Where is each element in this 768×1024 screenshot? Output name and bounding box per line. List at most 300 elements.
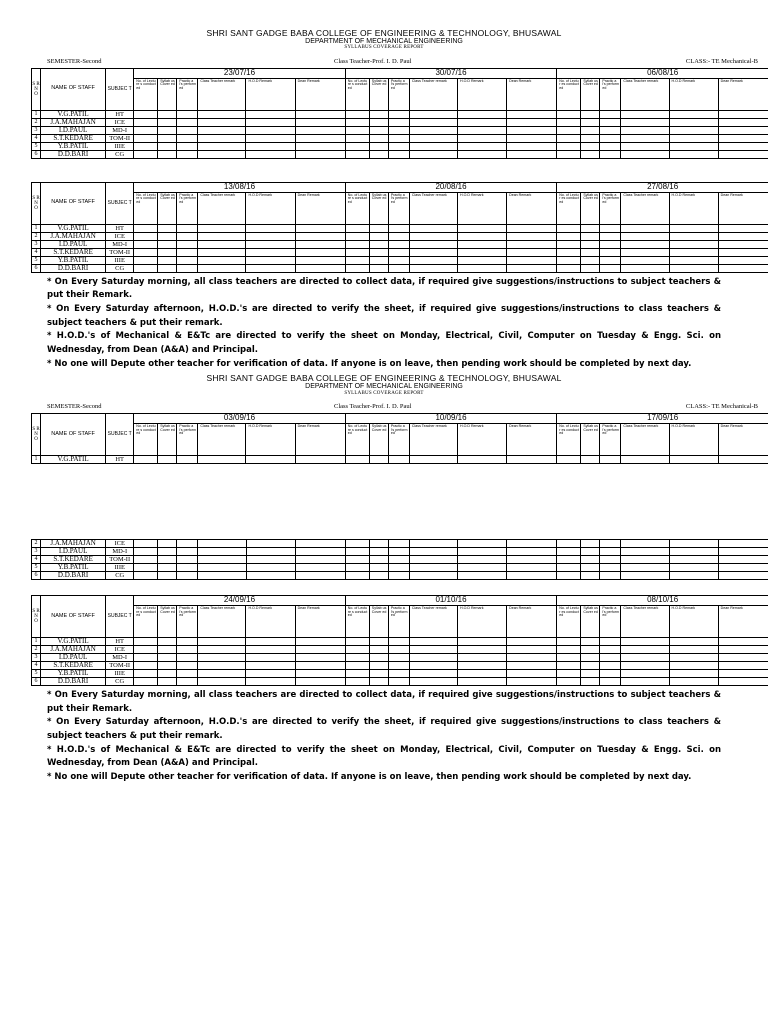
entry-cell[interactable] [458, 571, 507, 579]
entry-cell[interactable] [507, 142, 557, 150]
entry-cell[interactable] [718, 248, 768, 256]
entry-cell[interactable] [557, 455, 581, 463]
entry-cell[interactable] [409, 637, 457, 645]
entry-cell[interactable] [718, 645, 768, 653]
entry-cell[interactable] [158, 547, 177, 555]
entry-cell[interactable] [295, 232, 345, 240]
entry-cell[interactable] [557, 232, 581, 240]
entry-cell[interactable] [177, 142, 198, 150]
entry-cell[interactable] [718, 539, 768, 547]
entry-cell[interactable] [246, 677, 295, 685]
entry-cell[interactable] [507, 547, 557, 555]
entry-cell[interactable] [458, 547, 507, 555]
entry-cell[interactable] [621, 232, 669, 240]
entry-cell[interactable] [388, 264, 409, 272]
entry-cell[interactable] [507, 118, 557, 126]
entry-cell[interactable] [134, 571, 158, 579]
entry-cell[interactable] [158, 110, 177, 118]
entry-cell[interactable] [369, 110, 388, 118]
entry-cell[interactable] [134, 653, 158, 661]
entry-cell[interactable] [458, 563, 507, 571]
entry-cell[interactable] [134, 118, 158, 126]
entry-cell[interactable] [718, 256, 768, 264]
entry-cell[interactable] [409, 248, 457, 256]
entry-cell[interactable] [669, 248, 718, 256]
entry-cell[interactable] [557, 645, 581, 653]
entry-cell[interactable] [621, 256, 669, 264]
entry-cell[interactable] [557, 118, 581, 126]
entry-cell[interactable] [158, 150, 177, 158]
entry-cell[interactable] [581, 547, 600, 555]
entry-cell[interactable] [388, 256, 409, 264]
entry-cell[interactable] [246, 256, 295, 264]
entry-cell[interactable] [369, 264, 388, 272]
entry-cell[interactable] [246, 142, 295, 150]
entry-cell[interactable] [557, 571, 581, 579]
entry-cell[interactable] [507, 571, 557, 579]
entry-cell[interactable] [581, 118, 600, 126]
entry-cell[interactable] [198, 637, 246, 645]
entry-cell[interactable] [557, 547, 581, 555]
entry-cell[interactable] [246, 118, 295, 126]
entry-cell[interactable] [718, 224, 768, 232]
entry-cell[interactable] [409, 232, 457, 240]
entry-cell[interactable] [388, 555, 409, 563]
entry-cell[interactable] [388, 240, 409, 248]
entry-cell[interactable] [581, 653, 600, 661]
entry-cell[interactable] [669, 563, 718, 571]
entry-cell[interactable] [581, 645, 600, 653]
entry-cell[interactable] [557, 264, 581, 272]
entry-cell[interactable] [621, 142, 669, 150]
entry-cell[interactable] [369, 256, 388, 264]
entry-cell[interactable] [388, 232, 409, 240]
entry-cell[interactable] [621, 240, 669, 248]
entry-cell[interactable] [669, 142, 718, 150]
entry-cell[interactable] [621, 134, 669, 142]
entry-cell[interactable] [600, 539, 621, 547]
entry-cell[interactable] [134, 455, 158, 463]
entry-cell[interactable] [409, 110, 457, 118]
entry-cell[interactable] [134, 142, 158, 150]
entry-cell[interactable] [557, 142, 581, 150]
entry-cell[interactable] [177, 150, 198, 158]
entry-cell[interactable] [718, 637, 768, 645]
entry-cell[interactable] [557, 563, 581, 571]
entry-cell[interactable] [388, 224, 409, 232]
entry-cell[interactable] [409, 150, 457, 158]
entry-cell[interactable] [457, 134, 506, 142]
entry-cell[interactable] [158, 248, 177, 256]
entry-cell[interactable] [369, 669, 388, 677]
entry-cell[interactable] [457, 240, 506, 248]
entry-cell[interactable] [507, 256, 557, 264]
entry-cell[interactable] [557, 126, 581, 134]
entry-cell[interactable] [388, 563, 409, 571]
entry-cell[interactable] [369, 637, 388, 645]
entry-cell[interactable] [600, 661, 621, 669]
entry-cell[interactable] [600, 126, 621, 134]
entry-cell[interactable] [507, 232, 557, 240]
entry-cell[interactable] [198, 240, 246, 248]
entry-cell[interactable] [507, 134, 557, 142]
entry-cell[interactable] [718, 653, 768, 661]
entry-cell[interactable] [369, 645, 388, 653]
entry-cell[interactable] [369, 661, 388, 669]
entry-cell[interactable] [198, 134, 246, 142]
entry-cell[interactable] [557, 555, 581, 563]
entry-cell[interactable] [246, 555, 295, 563]
entry-cell[interactable] [409, 134, 457, 142]
entry-cell[interactable] [669, 224, 718, 232]
entry-cell[interactable] [345, 240, 369, 248]
entry-cell[interactable] [581, 571, 600, 579]
entry-cell[interactable] [246, 539, 295, 547]
entry-cell[interactable] [177, 669, 198, 677]
entry-cell[interactable] [134, 677, 158, 685]
entry-cell[interactable] [718, 571, 768, 579]
entry-cell[interactable] [600, 240, 621, 248]
entry-cell[interactable] [457, 142, 506, 150]
entry-cell[interactable] [345, 637, 369, 645]
entry-cell[interactable] [669, 555, 718, 563]
entry-cell[interactable] [177, 563, 198, 571]
entry-cell[interactable] [507, 455, 557, 463]
entry-cell[interactable] [177, 637, 198, 645]
entry-cell[interactable] [600, 224, 621, 232]
entry-cell[interactable] [507, 653, 557, 661]
entry-cell[interactable] [295, 571, 345, 579]
entry-cell[interactable] [177, 645, 198, 653]
entry-cell[interactable] [457, 653, 506, 661]
entry-cell[interactable] [158, 563, 177, 571]
entry-cell[interactable] [369, 547, 388, 555]
entry-cell[interactable] [581, 637, 600, 645]
entry-cell[interactable] [600, 669, 621, 677]
entry-cell[interactable] [621, 661, 669, 669]
entry-cell[interactable] [388, 248, 409, 256]
entry-cell[interactable] [388, 571, 409, 579]
entry-cell[interactable] [295, 677, 345, 685]
entry-cell[interactable] [369, 539, 388, 547]
entry-cell[interactable] [369, 455, 388, 463]
entry-cell[interactable] [369, 240, 388, 248]
entry-cell[interactable] [409, 661, 457, 669]
entry-cell[interactable] [198, 669, 246, 677]
entry-cell[interactable] [621, 126, 669, 134]
entry-cell[interactable] [198, 571, 246, 579]
entry-cell[interactable] [198, 547, 246, 555]
entry-cell[interactable] [295, 661, 345, 669]
entry-cell[interactable] [457, 126, 506, 134]
entry-cell[interactable] [134, 669, 158, 677]
entry-cell[interactable] [457, 248, 506, 256]
entry-cell[interactable] [409, 142, 457, 150]
entry-cell[interactable] [158, 240, 177, 248]
entry-cell[interactable] [158, 134, 177, 142]
entry-cell[interactable] [600, 455, 621, 463]
entry-cell[interactable] [388, 547, 409, 555]
entry-cell[interactable] [457, 150, 506, 158]
entry-cell[interactable] [158, 142, 177, 150]
entry-cell[interactable] [369, 653, 388, 661]
entry-cell[interactable] [134, 240, 158, 248]
entry-cell[interactable] [388, 118, 409, 126]
entry-cell[interactable] [295, 653, 345, 661]
entry-cell[interactable] [369, 232, 388, 240]
entry-cell[interactable] [557, 539, 581, 547]
entry-cell[interactable] [158, 661, 177, 669]
entry-cell[interactable] [457, 669, 506, 677]
entry-cell[interactable] [246, 563, 295, 571]
entry-cell[interactable] [718, 134, 768, 142]
entry-cell[interactable] [388, 653, 409, 661]
entry-cell[interactable] [369, 677, 388, 685]
entry-cell[interactable] [507, 637, 557, 645]
entry-cell[interactable] [158, 645, 177, 653]
entry-cell[interactable] [718, 150, 768, 158]
entry-cell[interactable] [198, 653, 246, 661]
entry-cell[interactable] [581, 455, 600, 463]
entry-cell[interactable] [345, 118, 369, 126]
entry-cell[interactable] [557, 256, 581, 264]
entry-cell[interactable] [369, 150, 388, 158]
entry-cell[interactable] [388, 661, 409, 669]
entry-cell[interactable] [557, 637, 581, 645]
entry-cell[interactable] [198, 645, 246, 653]
entry-cell[interactable] [669, 669, 718, 677]
entry-cell[interactable] [457, 110, 506, 118]
entry-cell[interactable] [177, 653, 198, 661]
entry-cell[interactable] [557, 661, 581, 669]
entry-cell[interactable] [600, 645, 621, 653]
entry-cell[interactable] [198, 232, 246, 240]
entry-cell[interactable] [246, 224, 295, 232]
entry-cell[interactable] [600, 637, 621, 645]
entry-cell[interactable] [457, 118, 506, 126]
entry-cell[interactable] [345, 669, 369, 677]
entry-cell[interactable] [458, 555, 507, 563]
entry-cell[interactable] [409, 264, 457, 272]
entry-cell[interactable] [409, 547, 457, 555]
entry-cell[interactable] [134, 224, 158, 232]
entry-cell[interactable] [134, 555, 158, 563]
entry-cell[interactable] [621, 571, 669, 579]
entry-cell[interactable] [718, 264, 768, 272]
entry-cell[interactable] [295, 118, 345, 126]
entry-cell[interactable] [388, 669, 409, 677]
entry-cell[interactable] [177, 126, 198, 134]
entry-cell[interactable] [345, 677, 369, 685]
entry-cell[interactable] [177, 232, 198, 240]
entry-cell[interactable] [198, 118, 246, 126]
entry-cell[interactable] [600, 248, 621, 256]
entry-cell[interactable] [246, 637, 295, 645]
entry-cell[interactable] [345, 653, 369, 661]
entry-cell[interactable] [158, 264, 177, 272]
entry-cell[interactable] [345, 224, 369, 232]
entry-cell[interactable] [295, 539, 345, 547]
entry-cell[interactable] [621, 224, 669, 232]
entry-cell[interactable] [388, 539, 409, 547]
entry-cell[interactable] [158, 539, 177, 547]
entry-cell[interactable] [621, 555, 669, 563]
entry-cell[interactable] [557, 653, 581, 661]
entry-cell[interactable] [669, 539, 718, 547]
entry-cell[interactable] [246, 455, 295, 463]
entry-cell[interactable] [581, 224, 600, 232]
entry-cell[interactable] [621, 118, 669, 126]
entry-cell[interactable] [718, 677, 768, 685]
entry-cell[interactable] [669, 134, 718, 142]
entry-cell[interactable] [246, 134, 295, 142]
entry-cell[interactable] [409, 563, 457, 571]
entry-cell[interactable] [581, 134, 600, 142]
entry-cell[interactable] [621, 637, 669, 645]
entry-cell[interactable] [134, 232, 158, 240]
entry-cell[interactable] [581, 555, 600, 563]
entry-cell[interactable] [177, 264, 198, 272]
entry-cell[interactable] [507, 248, 557, 256]
entry-cell[interactable] [409, 677, 457, 685]
entry-cell[interactable] [177, 661, 198, 669]
entry-cell[interactable] [600, 547, 621, 555]
entry-cell[interactable] [177, 455, 198, 463]
entry-cell[interactable] [507, 661, 557, 669]
entry-cell[interactable] [246, 571, 295, 579]
entry-cell[interactable] [600, 232, 621, 240]
entry-cell[interactable] [718, 232, 768, 240]
entry-cell[interactable] [246, 661, 295, 669]
entry-cell[interactable] [177, 248, 198, 256]
entry-cell[interactable] [600, 571, 621, 579]
entry-cell[interactable] [295, 547, 345, 555]
entry-cell[interactable] [409, 645, 457, 653]
entry-cell[interactable] [507, 645, 557, 653]
entry-cell[interactable] [246, 150, 295, 158]
entry-cell[interactable] [507, 555, 557, 563]
entry-cell[interactable] [295, 264, 345, 272]
entry-cell[interactable] [369, 563, 388, 571]
entry-cell[interactable] [134, 264, 158, 272]
entry-cell[interactable] [246, 645, 295, 653]
entry-cell[interactable] [621, 645, 669, 653]
entry-cell[interactable] [295, 248, 345, 256]
entry-cell[interactable] [177, 555, 198, 563]
entry-cell[interactable] [369, 142, 388, 150]
entry-cell[interactable] [177, 240, 198, 248]
entry-cell[interactable] [345, 134, 369, 142]
entry-cell[interactable] [669, 232, 718, 240]
entry-cell[interactable] [457, 256, 506, 264]
entry-cell[interactable] [177, 134, 198, 142]
entry-cell[interactable] [369, 224, 388, 232]
entry-cell[interactable] [345, 645, 369, 653]
entry-cell[interactable] [134, 539, 158, 547]
entry-cell[interactable] [621, 653, 669, 661]
entry-cell[interactable] [581, 110, 600, 118]
entry-cell[interactable] [409, 455, 457, 463]
entry-cell[interactable] [388, 134, 409, 142]
entry-cell[interactable] [158, 669, 177, 677]
entry-cell[interactable] [457, 455, 506, 463]
entry-cell[interactable] [158, 637, 177, 645]
entry-cell[interactable] [134, 645, 158, 653]
entry-cell[interactable] [345, 455, 369, 463]
entry-cell[interactable] [198, 256, 246, 264]
entry-cell[interactable] [295, 256, 345, 264]
entry-cell[interactable] [369, 571, 388, 579]
entry-cell[interactable] [246, 248, 295, 256]
entry-cell[interactable] [557, 134, 581, 142]
entry-cell[interactable] [345, 110, 369, 118]
entry-cell[interactable] [718, 110, 768, 118]
entry-cell[interactable] [177, 571, 198, 579]
entry-cell[interactable] [345, 539, 369, 547]
entry-cell[interactable] [198, 248, 246, 256]
entry-cell[interactable] [345, 547, 369, 555]
entry-cell[interactable] [295, 669, 345, 677]
entry-cell[interactable] [718, 126, 768, 134]
entry-cell[interactable] [600, 134, 621, 142]
entry-cell[interactable] [621, 677, 669, 685]
entry-cell[interactable] [295, 224, 345, 232]
entry-cell[interactable] [246, 669, 295, 677]
entry-cell[interactable] [581, 248, 600, 256]
entry-cell[interactable] [457, 637, 506, 645]
entry-cell[interactable] [246, 547, 295, 555]
entry-cell[interactable] [718, 547, 768, 555]
entry-cell[interactable] [134, 256, 158, 264]
entry-cell[interactable] [457, 661, 506, 669]
entry-cell[interactable] [600, 110, 621, 118]
entry-cell[interactable] [507, 224, 557, 232]
entry-cell[interactable] [507, 677, 557, 685]
entry-cell[interactable] [295, 637, 345, 645]
entry-cell[interactable] [409, 539, 457, 547]
entry-cell[interactable] [669, 264, 718, 272]
entry-cell[interactable] [369, 248, 388, 256]
entry-cell[interactable] [295, 150, 345, 158]
entry-cell[interactable] [409, 653, 457, 661]
entry-cell[interactable] [134, 637, 158, 645]
entry-cell[interactable] [581, 661, 600, 669]
entry-cell[interactable] [295, 126, 345, 134]
entry-cell[interactable] [409, 571, 457, 579]
entry-cell[interactable] [581, 142, 600, 150]
entry-cell[interactable] [345, 661, 369, 669]
entry-cell[interactable] [295, 455, 345, 463]
entry-cell[interactable] [621, 455, 669, 463]
entry-cell[interactable] [345, 563, 369, 571]
entry-cell[interactable] [295, 110, 345, 118]
entry-cell[interactable] [177, 110, 198, 118]
entry-cell[interactable] [134, 126, 158, 134]
entry-cell[interactable] [134, 150, 158, 158]
entry-cell[interactable] [388, 645, 409, 653]
entry-cell[interactable] [669, 653, 718, 661]
entry-cell[interactable] [345, 264, 369, 272]
entry-cell[interactable] [388, 126, 409, 134]
entry-cell[interactable] [198, 150, 246, 158]
entry-cell[interactable] [507, 563, 557, 571]
entry-cell[interactable] [409, 126, 457, 134]
entry-cell[interactable] [669, 645, 718, 653]
entry-cell[interactable] [345, 150, 369, 158]
entry-cell[interactable] [718, 142, 768, 150]
entry-cell[interactable] [669, 677, 718, 685]
entry-cell[interactable] [581, 240, 600, 248]
